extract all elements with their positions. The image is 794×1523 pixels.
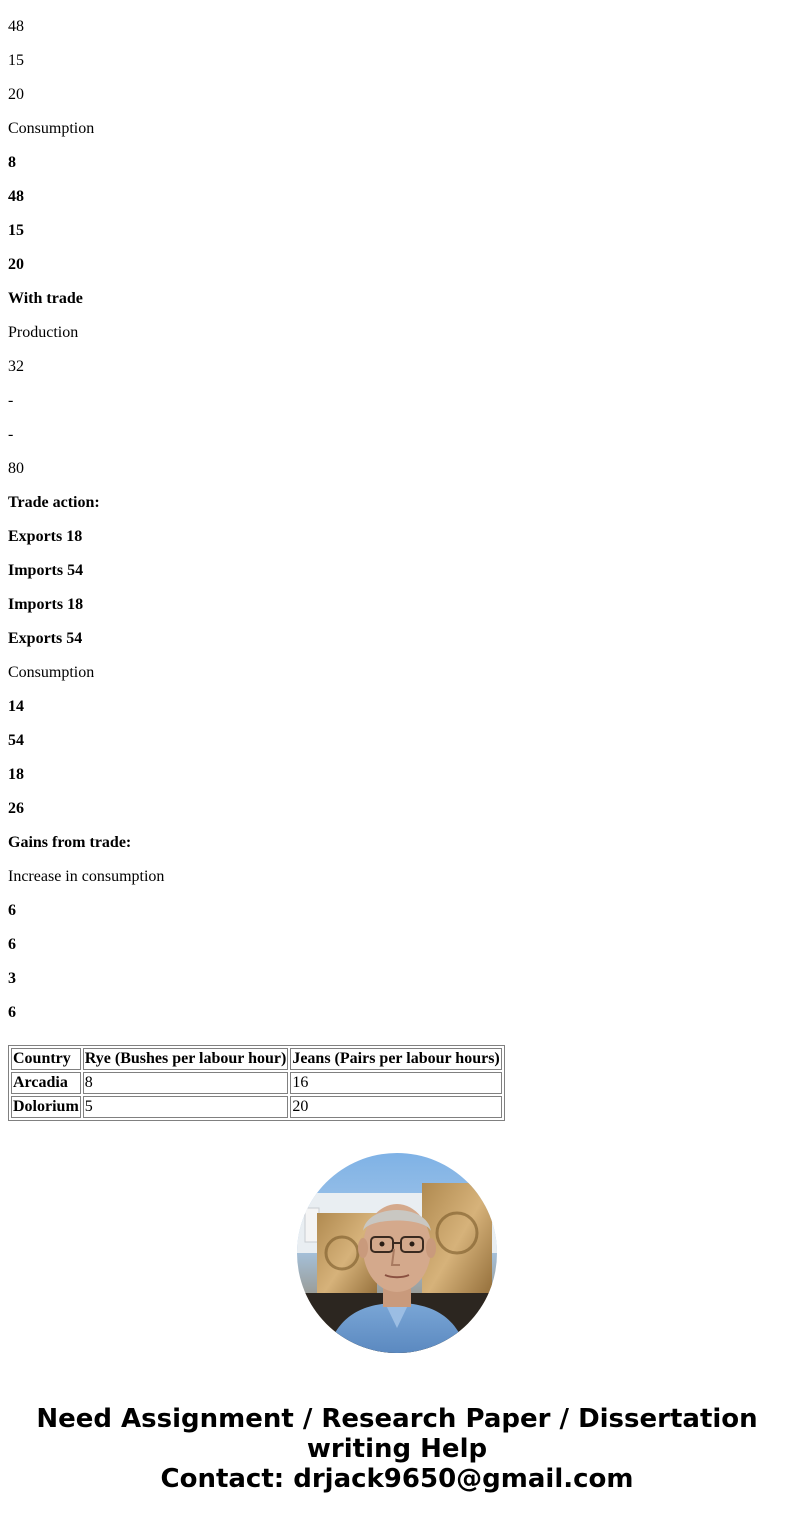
text-line: 15: [8, 222, 24, 239]
row-jeans: 16: [290, 1072, 501, 1094]
banner-subline: writing Help: [306, 1434, 488, 1464]
text-line: 6: [8, 1004, 16, 1021]
text-line: Gains from trade:: [8, 834, 132, 851]
text-line: 20: [8, 86, 24, 103]
table-row: [11, 1096, 502, 1118]
text-line: 3: [8, 970, 16, 987]
text-line: [8, 0, 164, 18]
text-line: 20: [8, 256, 24, 273]
text-line: Consumption: [8, 120, 95, 137]
header-jeans: Jeans (Pairs per labour hours): [290, 1048, 501, 1070]
row-country: Arcadia: [11, 1072, 81, 1094]
text-line: Consumption: [8, 664, 95, 681]
text-line: 14: [8, 698, 24, 715]
text-lines: [8, 0, 164, 1038]
row-rye: 8: [83, 1072, 289, 1094]
text-line: 54: [8, 732, 24, 749]
text-line: Trade action:: [8, 494, 100, 511]
text-line: 26: [8, 800, 24, 817]
text-line: Imports 18: [8, 596, 84, 613]
text-line: Increase in consumption: [8, 868, 165, 885]
header-country: Country: [11, 1048, 81, 1070]
productivity-table: [8, 1045, 505, 1121]
text-line: Imports 54: [8, 562, 84, 579]
text-line: Production: [8, 324, 79, 341]
text-line: 48: [8, 18, 24, 35]
text-line: 32: [8, 358, 24, 375]
table-header-row: [11, 1048, 502, 1070]
text-line: Exports 54: [8, 630, 83, 647]
text-line: 8: [8, 154, 16, 171]
text-line: Exports 18: [8, 528, 83, 545]
text-line: 6: [8, 936, 16, 953]
help-contact-banner: [0, 1404, 794, 1494]
header-rye: Rye (Bushes per labour hour): [83, 1048, 289, 1070]
text-line: 15: [8, 52, 24, 69]
author-avatar: [297, 1153, 497, 1353]
text-line: With trade: [8, 290, 83, 307]
text-line: -: [8, 426, 14, 443]
contact-email: Contact: drjack9650@gmail.com: [160, 1464, 634, 1494]
text-line: 18: [8, 766, 24, 783]
text-line: -: [8, 392, 14, 409]
banner-headline: Need Assignment / Research Paper / Dissertation: [36, 1404, 758, 1434]
table-row: [11, 1072, 502, 1094]
row-jeans: 20: [290, 1096, 501, 1118]
author-portrait-image: [297, 1153, 497, 1353]
row-rye: 5: [83, 1096, 289, 1118]
row-country: Dolorium: [11, 1096, 81, 1118]
text-line: 80: [8, 460, 24, 477]
text-line: 48: [8, 188, 24, 205]
text-line: 6: [8, 902, 16, 919]
